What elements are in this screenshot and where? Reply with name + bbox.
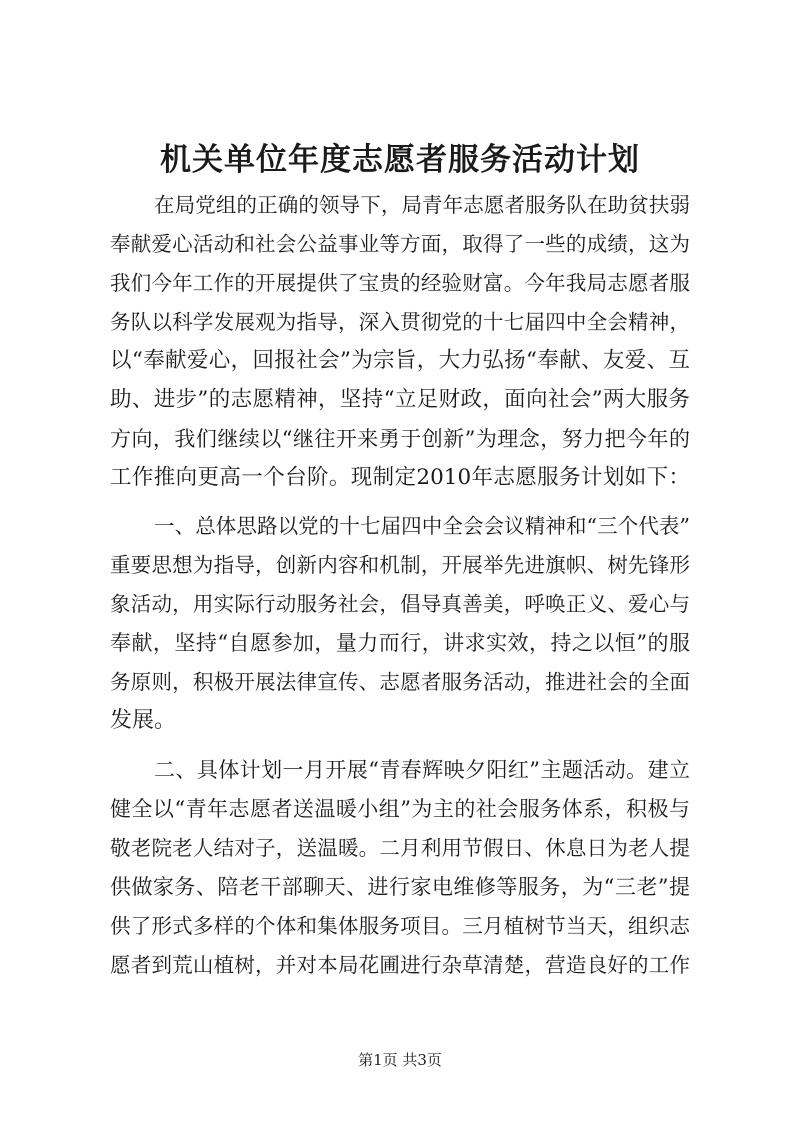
paragraph-line: 奉献，坚持“自愿参加，量力而行，讲求实效，持之以恒”的服: [110, 631, 690, 655]
paragraph-line: 二、具体计划一月开展“青春辉映夕阳红”主题活动。建立: [154, 758, 690, 782]
paragraph-line: 以“奉献爱心，回报社会”为宗旨，大力弘扬“奉献、友爱、互: [110, 348, 690, 373]
paragraph-line: 供做家务、陪老干部聊天、进行家电维修等服务，为“三老”提: [110, 875, 690, 899]
paragraph-line: 象活动，用实际行动服务社会，倡导真善美，呼唤正义、爱心与: [110, 592, 690, 616]
paragraph-line: 奉献爱心活动和社会公益事业等方面，取得了一些的成绩，这为: [110, 232, 690, 256]
document-title: 机关单位年度志愿者服务活动计划: [160, 142, 640, 178]
paragraph-line: 健全以“青年志愿者送温暖小组”为主的社会服务体系，积极与: [110, 797, 690, 821]
paragraph-line: 务原则，积极开展法律宣传、志愿者服务活动，推进社会的全面: [110, 670, 690, 694]
paragraph-line: 方向，我们继续以“继往开来勇于创新”为理念，努力把今年的: [110, 427, 690, 451]
paragraph-line: 一、总体思路以党的十七届四中全会会议精神和“三个代表”: [154, 514, 690, 538]
paragraph-line: 供了形式多样的个体和集体服务项目。三月植树节当天，组织志: [110, 914, 690, 938]
paragraph-line: 工作推向更高一个台阶。现制定2010年志愿服务计划如下：: [110, 465, 690, 490]
paragraph-line: 在局党组的正确的领导下，局青年志愿者服务队在助贫扶弱: [154, 193, 690, 217]
paragraph-line: 发展。: [110, 708, 177, 733]
paragraph-line: 敬老院老人结对子，送温暖。二月利用节假日、休息日为老人提: [110, 836, 690, 860]
paragraph-line: 重要思想为指导，创新内容和机制，开展举先进旗帜、树先锋形: [110, 553, 690, 577]
page-footer: 第1页 共3页: [358, 1051, 442, 1069]
paragraph-line: 助、进步”的志愿精神，坚持“立足财政，面向社会”两大服务: [110, 387, 690, 412]
paragraph-line: 愿者到荒山植树，并对本局花圃进行杂草清楚，营造良好的工作: [110, 953, 690, 977]
paragraph-line: 我们今年工作的开展提供了宝贵的经验财富。今年我局志愿者服: [110, 271, 690, 295]
paragraph-line: 务队以科学发展观为指导，深入贯彻党的十七届四中全会精神，: [110, 310, 690, 334]
